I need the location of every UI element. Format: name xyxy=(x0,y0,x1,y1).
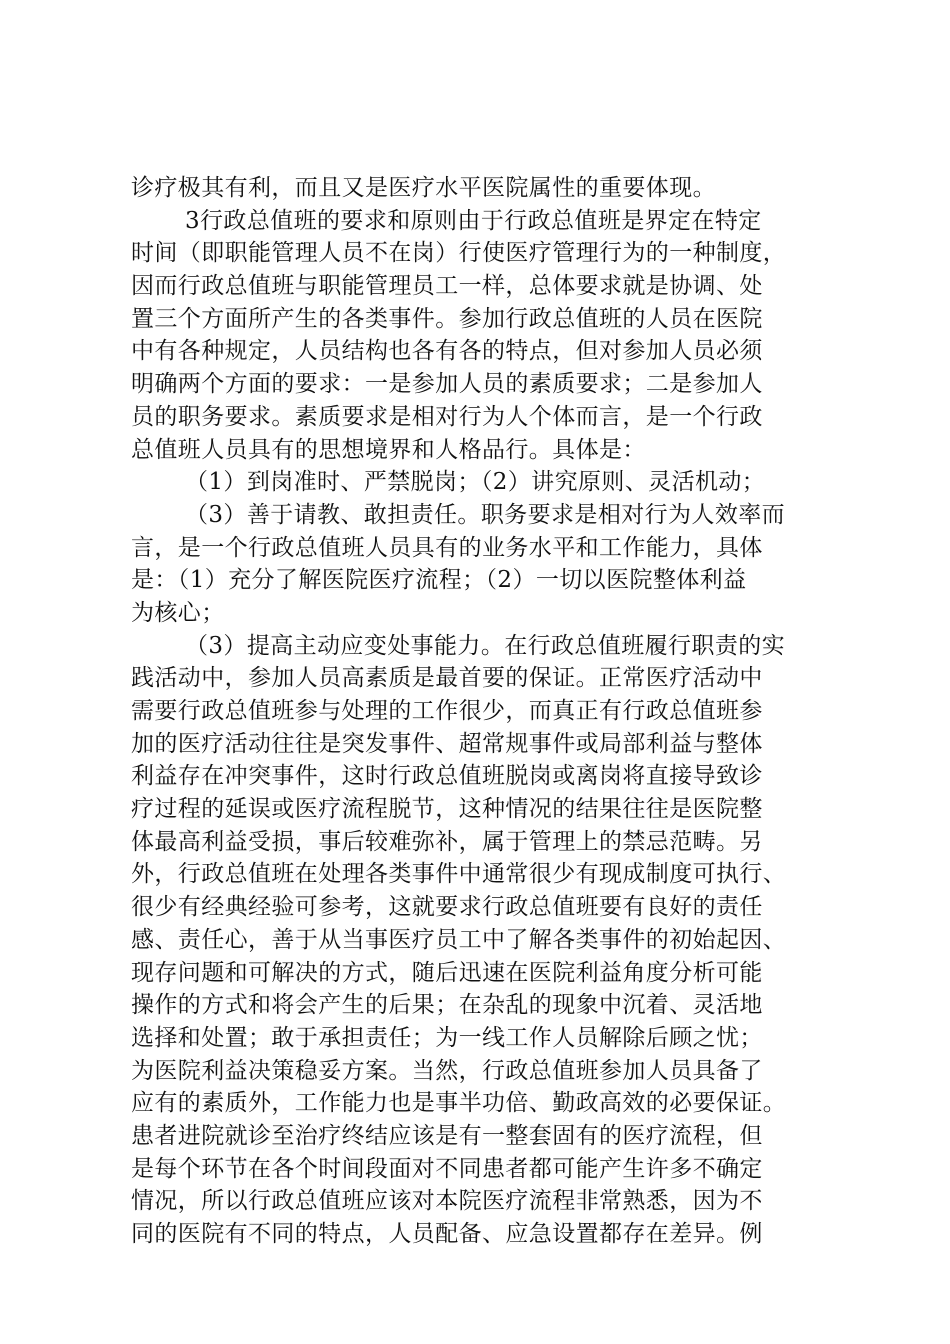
text-line: 现存问题和可解决的方式，随后迅速在医院利益角度分析可能 xyxy=(131,959,763,986)
text-line: 时间（即职能管理人员不在岗）行使医疗管理行为的一种制度， xyxy=(131,240,787,267)
text-line: 患者进院就诊至治疗终结应该是有一整套固有的医疗流程，但 xyxy=(131,1122,763,1149)
text-line: 总值班人员具有的思想境界和人格品行。具体是： xyxy=(131,436,646,463)
text-line: 践活动中，参加人员高素质是最首要的保证。正常医疗活动中 xyxy=(131,665,763,692)
text-line: 疗过程的延误或医疗流程脱节，这种情况的结果往往是医院整 xyxy=(131,796,763,823)
text-line: 言，是一个行政总值班人员具有的业务水平和工作能力，具体 xyxy=(131,534,763,561)
text-line: 利益存在冲突事件，这时行政总值班脱岗或离岗将直接导致诊 xyxy=(131,763,763,790)
text-line: 员的职务要求。素质要求是相对行为人个体而言，是一个行政 xyxy=(131,403,763,430)
text-line: 情况，所以行政总值班应该对本院医疗流程非常熟悉，因为不 xyxy=(131,1188,763,1215)
text-line: （3）提高主动应变处事能力。在行政总值班履行职责的实 xyxy=(185,632,786,659)
text-line: 应有的素质外，工作能力也是事半功倍、勤政高效的必要保证。 xyxy=(131,1090,787,1117)
text-line: 选择和处置；敢于承担责任；为一线工作人员解除后顾之忧； xyxy=(131,1024,763,1051)
text-line: 外，行政总值班在处理各类事件中通常很少有现成制度可执行、 xyxy=(131,861,787,888)
text-line: 中有各种规定，人员结构也各有各的特点，但对参加人员必须 xyxy=(131,338,763,365)
text-line: 同的医院有不同的特点，人员配备、应急设置都存在差异。例 xyxy=(131,1221,763,1247)
text-line: 很少有经典经验可参考，这就要求行政总值班要有良好的责任 xyxy=(131,894,763,921)
text-line: 3行政总值班的要求和原则由于行政总值班是界定在特定 xyxy=(185,207,762,234)
text-line: （1）到岗准时、严禁脱岗；（2）讲究原则、灵活机动； xyxy=(185,469,766,496)
text-line: 因而行政总值班与职能管理员工一样，总体要求就是协调、处 xyxy=(131,273,763,300)
text-line: 是每个环节在各个时间段面对不同患者都可能产生许多不确定 xyxy=(131,1155,763,1182)
text-line: 需要行政总值班参与处理的工作很少，而真正有行政总值班参 xyxy=(131,698,763,724)
text-line: 为核心； xyxy=(131,599,225,626)
text-line: 感、责任心，善于从当事医疗员工中了解各类事件的初始起因、 xyxy=(131,926,787,953)
body-text xyxy=(131,172,851,1251)
text-line: 体最高利益受损，事后较难弥补，属于管理上的禁忌范畴。另 xyxy=(131,828,763,855)
text-line: 加的医疗活动往往是突发事件、超常规事件或局部利益与整体 xyxy=(131,730,763,757)
text-line: 是：（1）充分了解医院医疗流程；（2）一切以医院整体利益 xyxy=(131,567,747,594)
text-line: （3）善于请教、敢担责任。职务要求是相对行为人效率而 xyxy=(185,501,786,528)
text-line: 为医院利益决策稳妥方案。当然，行政总值班参加人员具备了 xyxy=(131,1057,763,1084)
text-line: 操作的方式和将会产生的后果；在杂乱的现象中沉着、灵活地 xyxy=(131,992,763,1019)
text-line: 明确两个方面的要求：一是参加人员的素质要求；二是参加人 xyxy=(131,371,763,398)
text-line: 诊疗极其有利，而且又是医疗水平医院属性的重要体现。 xyxy=(131,175,716,201)
text-line: 置三个方面所产生的各类事件。参加行政总值班的人员在医院 xyxy=(131,305,763,332)
